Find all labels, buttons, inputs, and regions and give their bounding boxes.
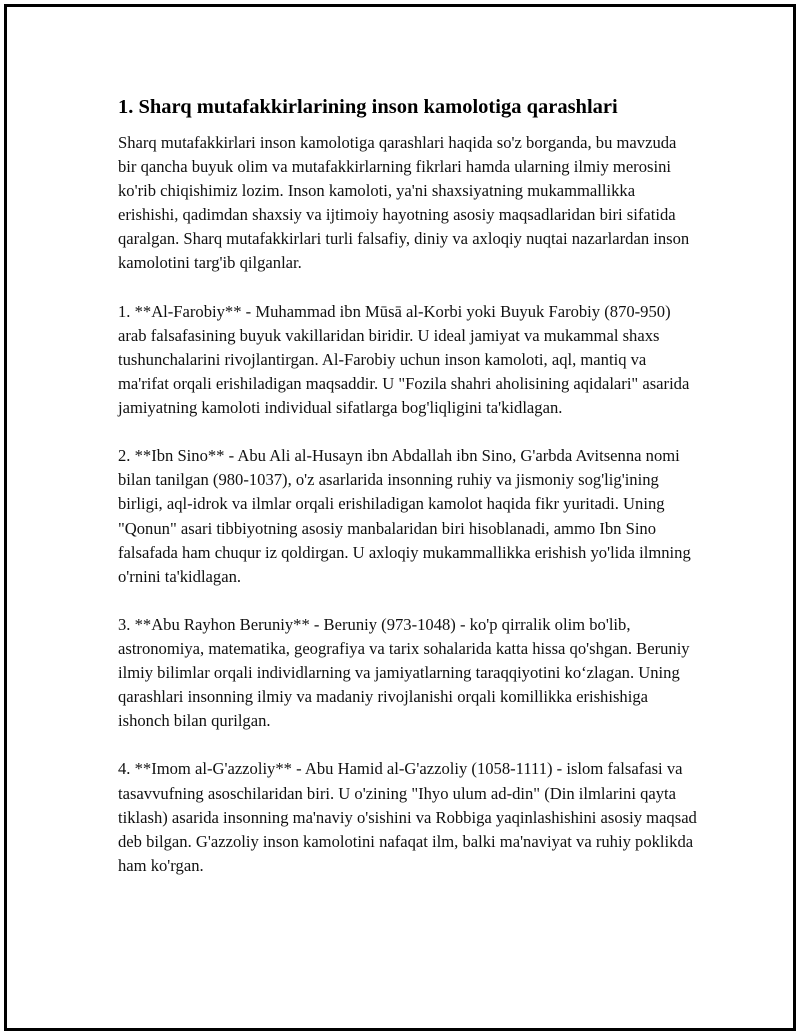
section-heading: 1. Sharq mutafakkirlarining inson kamolotiga qarashlari <box>118 96 618 118</box>
ibn-sino-paragraph: 2. **Ibn Sino** - Abu Ali al-Husayn ibn Abdallah ibn Sino, G'arbda Avitsenna nomi bilan tanilgan (980-1037), o'z asarlarida insonning ruhiy va jismoniy sog'lig'ining birligi, aql-idrok va ilmlar orqali erishiladigan kamolot haqida fikr yuritadi. Uning "Qonun" asari tibbiyotning asosiy manbalaridan biri hisoblanadi, ammo Ibn Sino falsafada ham chuqur iz qoldirgan. U axloqiy mukammallikka erishish yo'lida ilmning o'rnini ta'kidlagan. <box>118 446 691 586</box>
beruniy-paragraph: 3. **Abu Rayhon Beruniy** - Beruniy (973-1048) - ko'p qirralik olim bo'lib, astronomiya, matematika, geografiya va tarix sohalarida katta hissa qo'shgan. Beruniy ilmiy bilimlar orqali individlarning va jamiyatlarning taraqqiyotini ko‘zlagan. Uning qarashlari insonning ilmiy va madaniy rivojlanishi orqali komillikka erishishiga ishonch bilan qurilgan. <box>118 614 690 731</box>
intro-paragraph: Sharq mutafakkirlari inson kamolotiga qarashlari haqida so'z borganda, bu mavzuda bir qancha buyuk olim va mutafakkirlarning fikrlari hamda ularning ilmiy merosini ko'rib chiqishimiz lozim. Inson kamoloti, ya'ni shaxsiyatning mukammallikka erishishi, qadimdan shaxsiy va ijtimoiy hayotning asosiy maqsadlaridan biri sifatida qaralgan. Sharq mutafakkirlari turli falsafiy, diniy va axloqiy nuqtai nazarlardan inson kamolotini targ'ib qilganlar. <box>118 133 690 273</box>
farobiy-paragraph: 1. **Al-Farobiy** - Muhammad ibn Mūsā al-Korbi yoki Buyuk Farobiy (870-950) arab falsafasining buyuk vakillaridan biridir. U ideal jamiyat va mukammal shaxs tushunchalarini rivojlantirgan. Al-Farobiy uchun inson kamoloti, aql, mantiq va ma'rifat orqali erishiladigan maqsaddir. U "Fozila shahri aholisining aqidalari" asarida jamiyatning kamoloti individual sifatlarga bog'liqligini ta'kidlagan. <box>118 301 690 418</box>
gazzoliy-paragraph: 4. **Imom al-G'azzoliy** - Abu Hamid al-G'azzoliy (1058-1111) - islom falsafasi va tasavvufning asoschilaridan biri. U o'zining "Ihyo ulum ad-din" (Din ilmlarini qayta tiklash) asarida insonning ma'naviy o'sishini va Robbiga yaqinlashishini asosiy maqsad deb bilgan. G'azzoliy inson kamolotini nafaqat ilm, balki ma'naviyat va ruhiy poklikda ham ko'rgan. <box>118 759 697 875</box>
page-frame <box>4 4 796 1031</box>
document-body <box>118 93 698 902</box>
